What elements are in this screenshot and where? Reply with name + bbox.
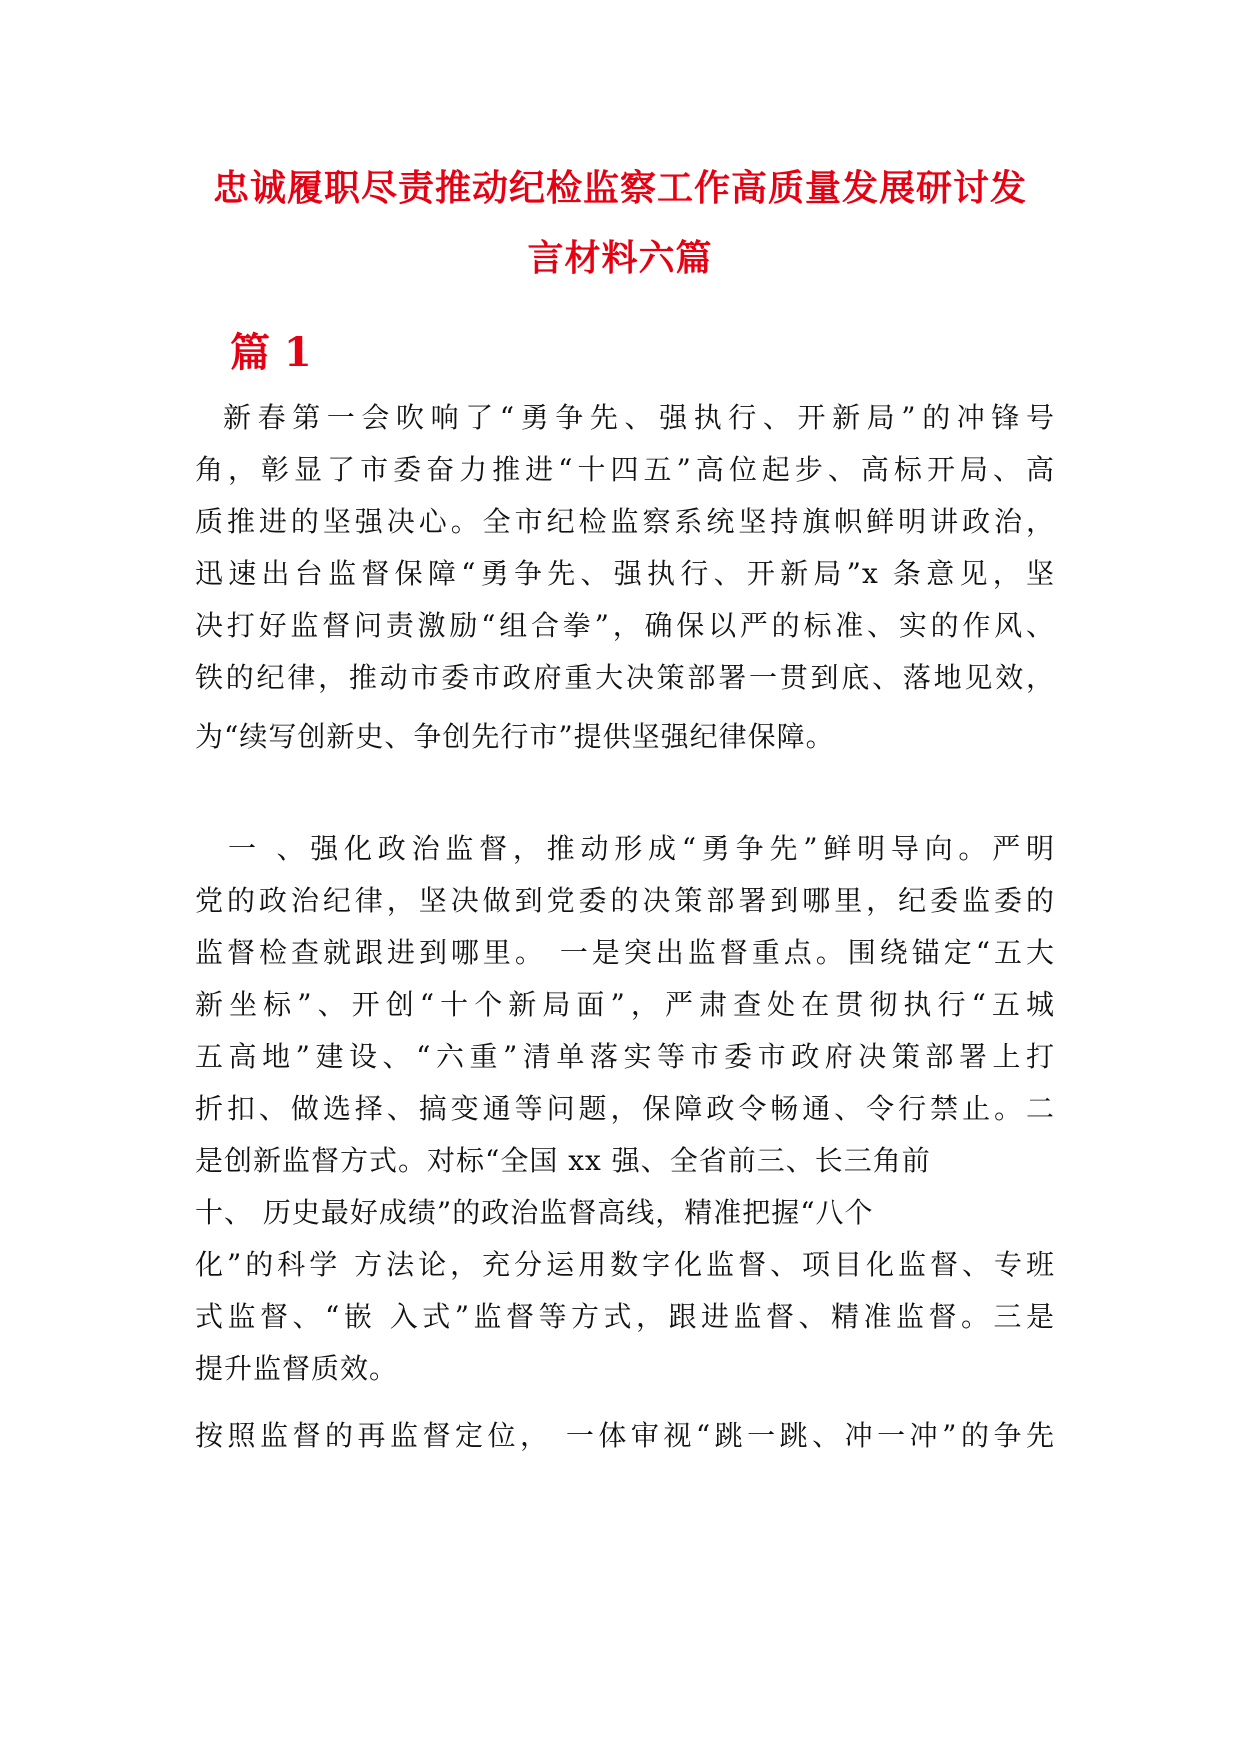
paragraph-line: 为“续写创新史、争创先行市”提供坚强纪律保障。 (195, 720, 835, 753)
paragraph-line: 铁的纪律，推动市委市政府重大决策部署一贯到底、落地见效， (195, 661, 1055, 694)
paragraph-line: 党的政治纪律，坚决做到党委的决策部署到哪里，纪委监委的 (195, 884, 1055, 917)
paragraph-line: 提升监督质效。 (195, 1352, 399, 1385)
paragraph-line: 式监督、“嵌 入式”监督等方式，跟进监督、精准监督。三是 (195, 1300, 1055, 1333)
paragraph-line: 十、 历史最好成绩”的政治监督高线，精准把握“八个 (195, 1196, 874, 1229)
document-title-line-2: 言材料六篇 (527, 237, 713, 279)
paragraph-line: 新坐标”、开创“十个新局面”，严肃查处在贯彻执行“五城 (195, 988, 1055, 1021)
paragraph-line: 监督检查就跟进到哪里。 一是突出监督重点。围绕锚定“五大 (195, 936, 1055, 969)
paragraph-line: 一 、强化政治监督，推动形成“勇争先”鲜明导向。严明 (228, 832, 1055, 865)
paragraph-line: 化”的科学 方法论，充分运用数字化监督、项目化监督、专班 (195, 1248, 1055, 1281)
paragraph-line: 五高地”建设、“六重”清单落实等市委市政府决策部署上打 (195, 1040, 1055, 1073)
paragraph-line: 是创新监督方式。对标“全国 xx 强、全省前三、长三角前 (195, 1144, 931, 1177)
document-title-line-1: 忠诚履职尽责推动纪检监察工作高质量发展研讨发 (212, 167, 1027, 209)
paragraph-line: 决打好监督问责激励“组合拳”，确保以严的标准、实的作风、 (195, 609, 1055, 642)
paragraph-line: 折扣、做选择、搞变通等问题，保障政令畅通、令行禁止。二 (195, 1092, 1055, 1125)
paragraph-line: 按照监督的再监督定位， 一体审视“跳一跳、冲一冲”的争先 (195, 1419, 1055, 1452)
paragraph-line: 质推进的坚强决心。全市纪检监察系统坚持旗帜鲜明讲政治， (195, 505, 1055, 538)
paragraph-line: 新春第一会吹响了“勇争先、强执行、开新局”的冲锋号 (223, 401, 1055, 434)
paragraph-line: 迅速出台监督保障“勇争先、强执行、开新局”x 条意见，坚 (195, 557, 1055, 590)
paragraph-line: 角，彰显了市委奋力推进“十四五”高位起步、高标开局、高 (195, 453, 1055, 486)
section-heading: 篇 1 (230, 329, 312, 376)
